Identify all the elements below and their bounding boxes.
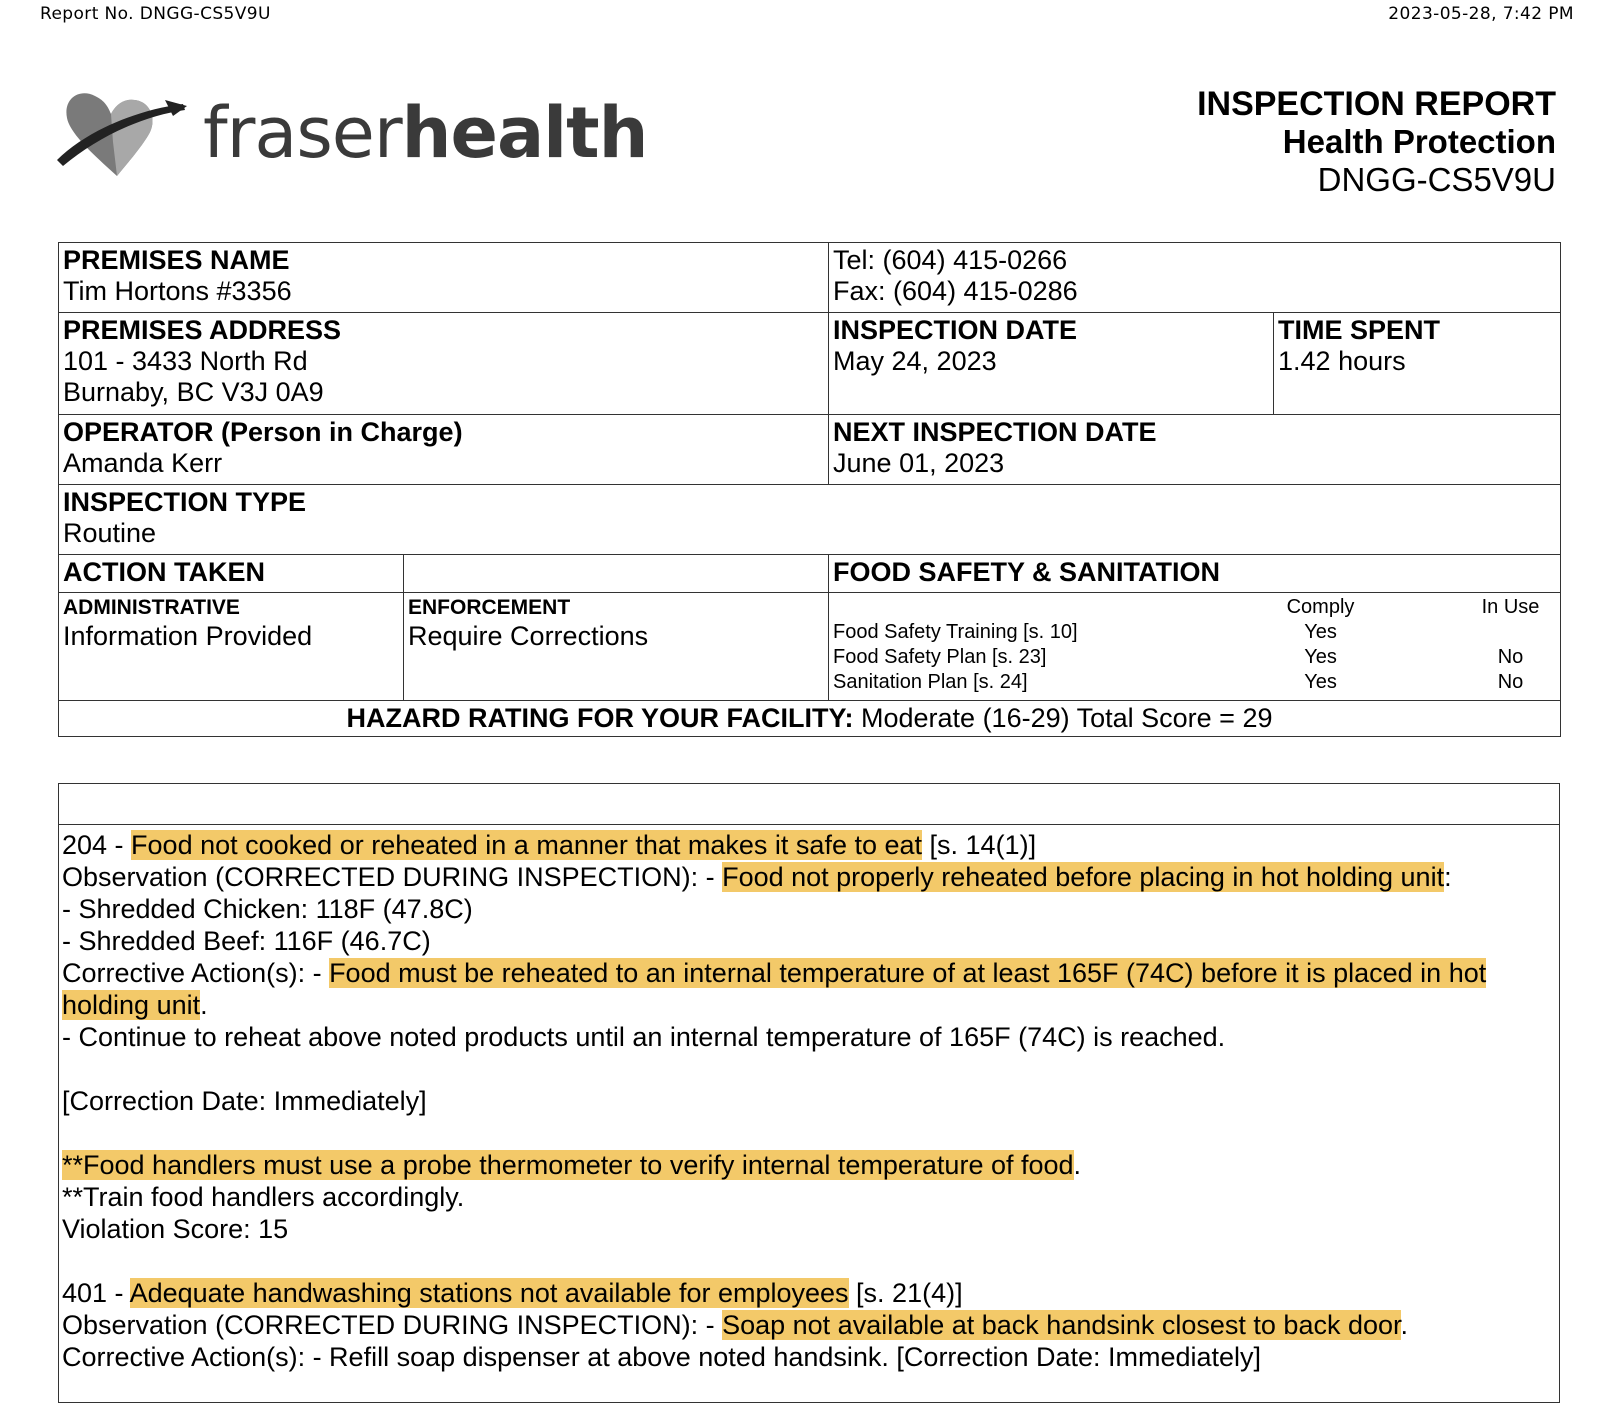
administrative-cell — [59, 593, 404, 701]
print-timestamp: 2023-05-28, 7:42 PM — [1388, 4, 1574, 24]
report-number: Report No. DNGG-CS5V9U — [40, 4, 271, 24]
highlighted-text: Soap not available at back handsink closest to back door — [722, 1310, 1401, 1340]
action-taken-cell — [59, 555, 404, 593]
food-safety-header-cell — [829, 555, 1561, 593]
report-subtitle: Health Protection — [1282, 123, 1556, 160]
logo-text-fraser: fraser — [203, 92, 402, 174]
food-safety-table-cell — [829, 593, 1561, 701]
operator-label: OPERATOR (Person in Charge) — [63, 417, 463, 447]
logo-wordmark — [203, 92, 647, 174]
enforcement-label: ENFORCEMENT — [408, 596, 571, 619]
violation-204-corrective-action — [62, 957, 1556, 1021]
comply-value: Yes — [1304, 646, 1337, 668]
inspection-type-label: INSPECTION TYPE — [63, 487, 307, 517]
operator-value: Amanda Kerr — [63, 448, 223, 478]
observation-item: - Shredded Chicken: 118F (47.8C) — [62, 894, 473, 924]
observation-item: - Shredded Beef: 116F (46.7C) — [62, 926, 431, 956]
inspection-type-cell — [59, 485, 1561, 555]
enforcement-cell — [404, 593, 829, 701]
highlighted-text: Food not properly reheated before placing in hot holding unit — [722, 862, 1445, 892]
comply-value: Yes — [1304, 621, 1337, 643]
violations-body — [59, 825, 1559, 1377]
violation-204-title — [62, 829, 1556, 861]
action-taken-label: ACTION TAKEN — [63, 557, 265, 587]
violation-401-title — [62, 1277, 1556, 1309]
punctuation: . — [1073, 1150, 1082, 1180]
violations-header-row — [59, 784, 1559, 825]
inspection-type-value: Routine — [63, 518, 157, 548]
inuse-header: In Use — [1481, 596, 1540, 618]
inspection-date-cell — [829, 313, 1274, 415]
violation-code: 401 - — [62, 1278, 130, 1308]
highlighted-text: **Food handlers must use a probe thermometer to verify internal temperature of food — [62, 1150, 1074, 1180]
violation-code: 204 - — [62, 830, 132, 860]
premises-name-label: PREMISES NAME — [63, 245, 290, 275]
premises-address-label: PREMISES ADDRESS — [63, 315, 342, 345]
violation-401-corrective-action: Corrective Action(s): - Refill soap dispenser at above noted handsink. [Correction Date: Immediately] — [62, 1342, 1262, 1372]
corrective-action-continue: - Continue to reheat above noted products until an internal temperature of 165F (74C) is reached. — [62, 1022, 1226, 1052]
time-spent-cell — [1274, 313, 1561, 415]
address-line1: 101 - 3433 North Rd — [63, 346, 308, 376]
observation-prefix: Observation (CORRECTED DURING INSPECTION): - — [62, 862, 723, 892]
contact-cell — [829, 243, 1561, 313]
enforcement-value: Require Corrections — [408, 621, 649, 651]
violations-box — [58, 783, 1560, 1403]
punctuation: . — [1400, 1310, 1409, 1340]
food-safety-item: Food Safety Training [s. 10] — [833, 621, 1078, 643]
fax-value: Fax: (604) 415-0286 — [833, 276, 1078, 306]
observation-prefix: Observation (CORRECTED DURING INSPECTION): - — [62, 1310, 723, 1340]
food-safety-label: FOOD SAFETY & SANITATION — [833, 557, 1221, 587]
highlighted-text: Food not cooked or reheated in a manner that makes it safe to eat — [131, 830, 923, 860]
premises-address-cell — [59, 313, 829, 415]
operator-cell — [59, 415, 829, 485]
address-line2: Burnaby, BC V3J 0A9 — [63, 377, 324, 407]
highlighted-text: Food must be reheated to an internal temperature of at least 165F (74C) before it is placed in hot — [329, 958, 1487, 988]
next-inspection-value: June 01, 2023 — [833, 448, 1005, 478]
violation-score: Violation Score: 15 — [62, 1214, 289, 1244]
inuse-value — [1413, 620, 1608, 645]
next-inspection-cell — [829, 415, 1561, 485]
action-blank-cell — [404, 555, 829, 593]
comply-value: Yes — [1304, 671, 1337, 693]
violation-401-observation — [62, 1309, 1556, 1341]
administrative-label: ADMINISTRATIVE — [63, 596, 240, 619]
correction-date: [Correction Date: Immediately] — [62, 1086, 427, 1116]
food-safety-item: Sanitation Plan [s. 24] — [833, 671, 1028, 693]
inspection-info-table — [58, 242, 1561, 737]
probe-thermometer-note — [62, 1149, 1556, 1181]
time-spent-label: TIME SPENT — [1278, 315, 1441, 345]
premises-name-value: Tim Hortons #3356 — [63, 276, 292, 306]
inuse-value: No — [1497, 646, 1524, 668]
report-title: INSPECTION REPORT — [1197, 85, 1556, 123]
hazard-rating-label: HAZARD RATING FOR YOUR FACILITY: — [346, 703, 854, 733]
inspection-date-value: May 24, 2023 — [833, 346, 997, 376]
punctuation: : — [1444, 862, 1452, 892]
highlighted-text: holding unit — [62, 990, 201, 1020]
report-id: DNGG-CS5V9U — [1317, 161, 1556, 198]
next-inspection-label: NEXT INSPECTION DATE — [833, 417, 1157, 447]
punctuation: . — [200, 990, 208, 1020]
heart-swoosh-icon — [55, 82, 195, 192]
administrative-value: Information Provided — [63, 621, 313, 651]
premises-name-cell — [59, 243, 829, 313]
section-reference: [s. 21(4)] — [848, 1278, 963, 1308]
hazard-rating-value: Moderate (16-29) Total Score = 29 — [861, 703, 1273, 733]
violation-204-observation — [62, 861, 1556, 893]
food-safety-item: Food Safety Plan [s. 23] — [833, 646, 1047, 668]
food-safety-grid — [833, 595, 1556, 695]
time-spent-value: 1.42 hours — [1278, 346, 1406, 376]
training-note: **Train food handlers accordingly. — [62, 1182, 465, 1212]
hazard-rating-cell — [59, 701, 1561, 737]
highlighted-text: Adequate handwashing stations not available for employees — [129, 1278, 849, 1308]
logo-text-health: health — [401, 92, 648, 174]
section-reference: [s. 14(1)] — [922, 830, 1037, 860]
fraserhealth-logo — [55, 82, 648, 192]
inuse-value: No — [1497, 671, 1524, 693]
comply-header: Comply — [1286, 596, 1355, 618]
tel-value: Tel: (604) 415-0266 — [833, 245, 1068, 275]
corrective-prefix: Corrective Action(s): - — [62, 958, 330, 988]
report-title-block — [1197, 85, 1556, 199]
inspection-date-label: INSPECTION DATE — [833, 315, 1078, 345]
